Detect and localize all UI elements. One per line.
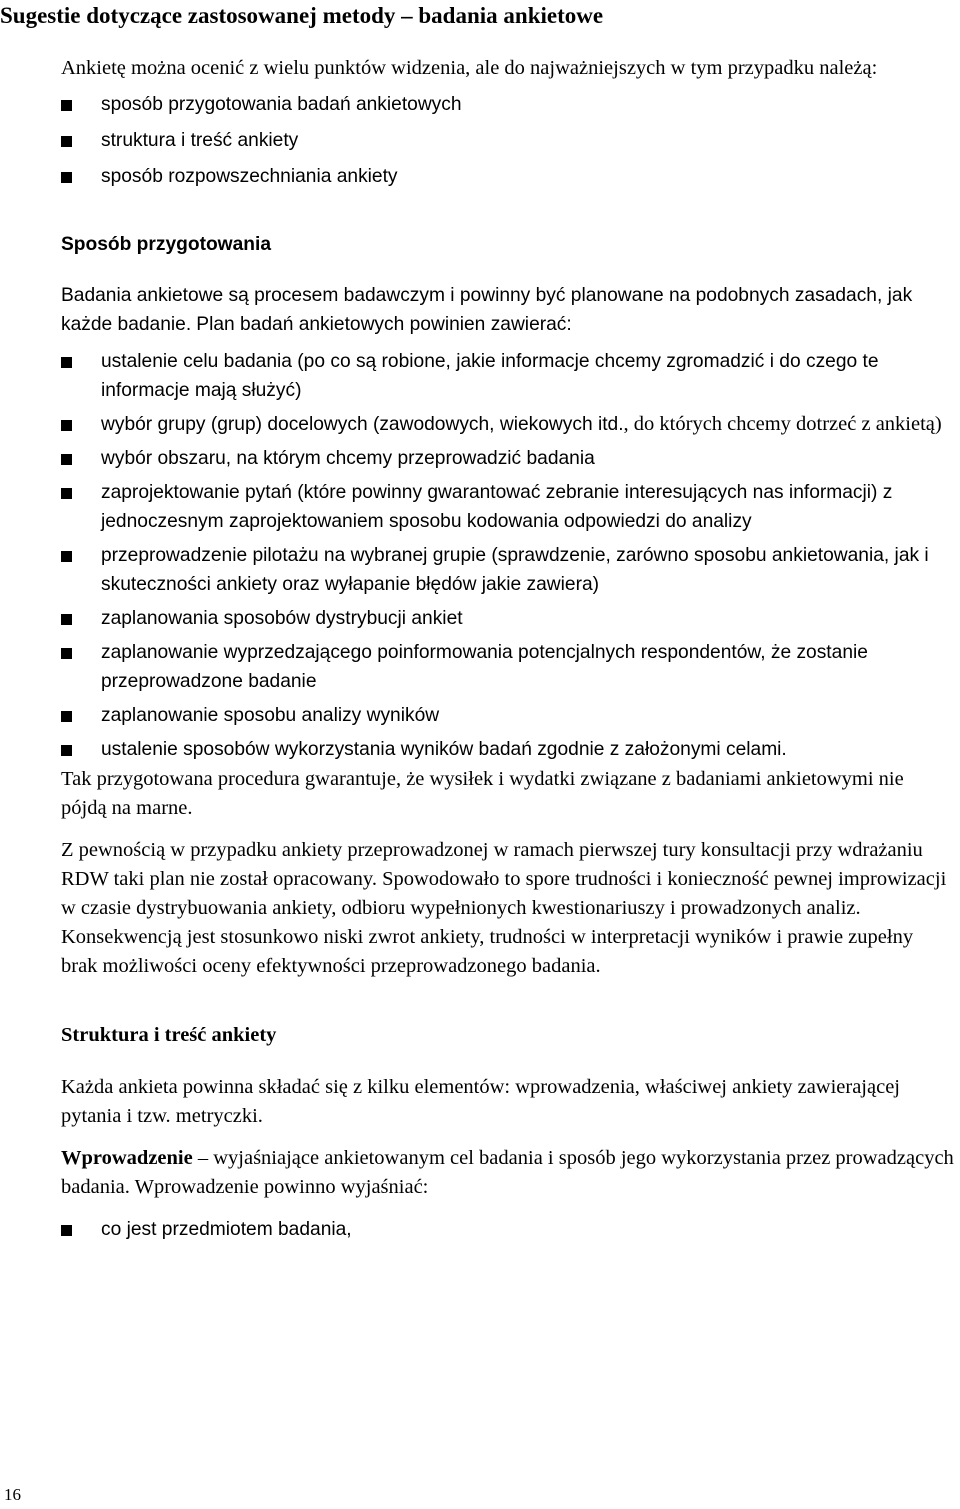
preparation-paragraph: Badania ankietowe są procesem badawczym i powinny być planowane na podobnych zasadach, jak każde badanie. Plan badań ankietowych powinien zawierać: [61,285,913,335]
section-heading-structure: Struktura i treść ankiety [61,1024,277,1046]
square-bullet-icon [61,614,72,625]
document-body [61,54,957,1244]
list-item: sposób przygotowania badań ankietowych [61,90,957,119]
list-item: sposób rozpowszechniania ankiety [61,162,957,191]
square-bullet-icon [61,745,72,756]
structure-paragraph: Każda ankieta powinna składać się z kilku elementów: wprowadzenia, właściwej ankiety zawierającej pytania i tzw. metryczki. [61,1076,900,1127]
square-bullet-icon [61,648,72,659]
plan-bullet-list [61,347,957,764]
intro-bullet-list [61,90,957,191]
list-item: wybór grupy (grup) docelowych (zawodowych, wiekowych itd., do których chcemy dotrzeć z ankietą) [61,410,957,439]
square-bullet-icon [61,488,72,499]
critique-paragraph: Z pewnością w przypadku ankiety przeprowadzonej w ramach pierwszej tury konsultacji przy wdrażaniu RDW taki plan nie został opracowany. Spowodowało to spore trudności i konieczność pewnej improwizacji w czasie dystrybuowania ankiety, odbioru wypełnionych kwestionariuszy i prowadzonych analiz. Konsekwencją jest stosunkowo niski zwrot ankiety, trudności w interpretacji wyników i prawie zupełny brak możliwości oceny efektywności przeprowadzonego badania. [61,839,947,977]
list-item: zaplanowanie wyprzedzającego poinformowania potencjalnych respondentów, że zostanie przeprowadzone badanie [61,638,957,696]
list-item: struktura i treść ankiety [61,126,957,155]
list-item: zaplanowania sposobów dystrybucji ankiet [61,604,957,633]
square-bullet-icon [61,136,72,147]
square-bullet-icon [61,357,72,368]
page-title: Sugestie dotyczące zastosowanej metody – badania ankietowe [0,3,604,28]
list-item: co jest przedmiotem badania, [61,1215,957,1244]
page-number: 16 [4,1485,21,1504]
introduction-term: Wprowadzenie [61,1147,193,1169]
conclusion-paragraph: Tak przygotowana procedura gwarantuje, że wysiłek i wydatki związane z badaniami ankietowymi nie pójdą na marne. [61,768,904,819]
list-item: ustalenie sposobów wykorzystania wyników badań zgodnie z założonymi celami. [61,735,957,764]
list-item: zaplanowanie sposobu analizy wyników [61,701,957,730]
square-bullet-icon [61,551,72,562]
introduction-bullet-list [61,1215,957,1244]
list-item: wybór obszaru, na którym chcemy przeprowadzić badania [61,444,957,473]
list-item: zaprojektowanie pytań (które powinny gwarantować zebranie interesujących nas informacji) z jednoczesnym zaprojektowaniem sposobu kodowania odpowiedzi do analizy [61,478,957,536]
square-bullet-icon [61,100,72,111]
square-bullet-icon [61,711,72,722]
list-item: przeprowadzenie pilotażu na wybranej grupie (sprawdzenie, zarówno sposobu ankietowania, jak i skuteczności ankiety oraz wyłapanie błędów jakie zawiera) [61,541,957,599]
square-bullet-icon [61,420,72,431]
intro-paragraph: Ankietę można ocenić z wielu punktów widzenia, ale do najważniejszych w tym przypadku należą: [61,57,878,79]
square-bullet-icon [61,172,72,183]
square-bullet-icon [61,454,72,465]
list-item: ustalenie celu badania (po co są robione, jakie informacje chcemy zgromadzić i do czego te informacje mają służyć) [61,347,957,405]
introduction-paragraph: Wprowadzenie – wyjaśniające ankietowanym cel badania i sposób jego wykorzystania przez prowadzących badania. Wprowadzenie powinno wyjaśniać: [61,1147,954,1198]
square-bullet-icon [61,1225,72,1236]
section-heading-preparation: Sposób przygotowania [61,234,272,255]
